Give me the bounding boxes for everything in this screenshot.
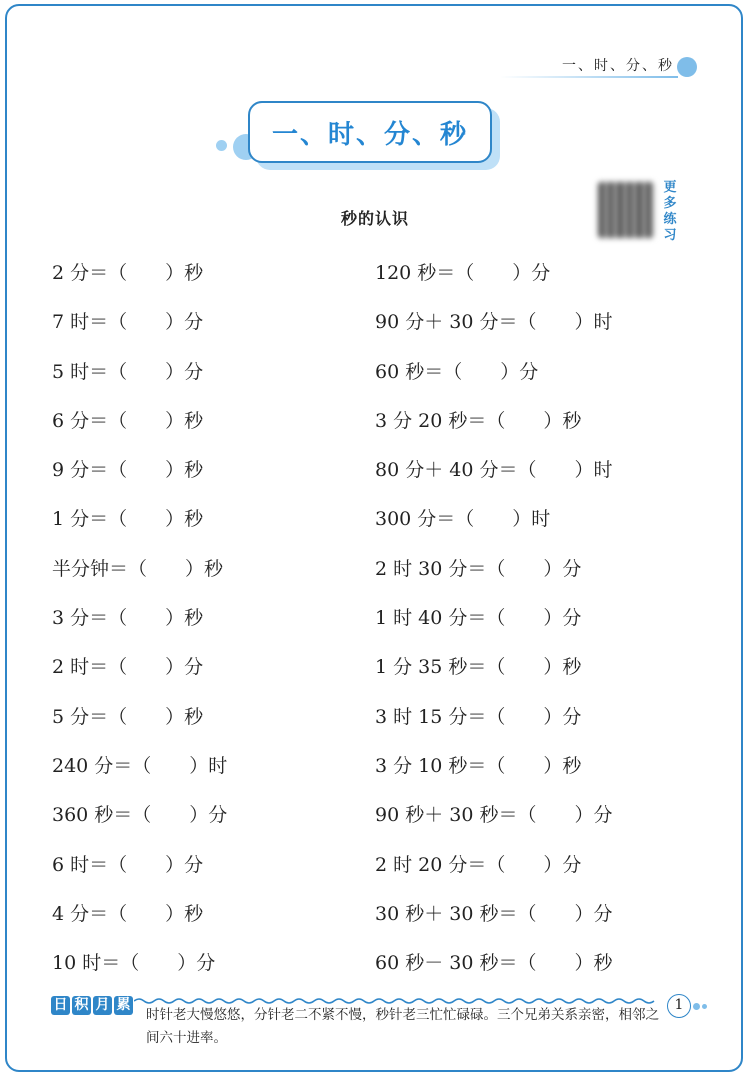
exercise-left: 4 分＝（ ）秒	[52, 902, 204, 925]
exercise-left: 240 分＝（ ）时	[52, 754, 228, 777]
section-subtitle: 秒的认识	[340, 209, 409, 228]
header-dot-icon	[677, 57, 697, 77]
exercise-row	[0, 552, 750, 601]
exercise-row	[0, 502, 750, 551]
exercise-right: 300 分＝（ ）时	[375, 508, 551, 531]
exercise-row	[0, 798, 750, 847]
exercise-left: 2 分＝（ ）秒	[52, 262, 204, 284]
exercise-row	[0, 404, 750, 453]
exercise-row	[0, 256, 750, 305]
exercise-left: 9 分＝（ ）秒	[52, 459, 204, 482]
header-rule	[500, 76, 678, 78]
exercise-row	[0, 848, 750, 897]
exercise-right: 3 分 10 秒＝（ ）秒	[375, 754, 582, 777]
footer-badge-char: 月	[93, 996, 112, 1015]
exercise-row	[0, 305, 750, 354]
exercise-row	[0, 749, 750, 798]
exercise-row	[0, 650, 750, 699]
exercise-list	[0, 256, 750, 995]
exercise-right: 60 秒＝（ ）分	[375, 360, 539, 383]
exercise-row	[0, 355, 750, 404]
exercise-right: 30 秒＋ 30 秒＝（ ）分	[375, 902, 613, 925]
page-number: 1	[667, 994, 691, 1018]
footer-badge-char: 累	[114, 996, 133, 1015]
exercise-left: 2 时＝（ ）分	[52, 656, 204, 679]
exercise-left: 半分钟＝（ ）秒	[52, 557, 224, 580]
exercise-left: 5 时＝（ ）分	[52, 360, 204, 383]
exercise-row	[0, 700, 750, 749]
exercise-right: 90 秒＋ 30 秒＝（ ）分	[375, 804, 613, 827]
exercise-right: 3 时 15 分＝（ ）分	[375, 705, 582, 728]
exercise-left: 6 时＝（ ）分	[52, 853, 204, 876]
qr-label: 更多练习	[663, 180, 677, 243]
exercise-right: 2 时 30 分＝（ ）分	[375, 557, 582, 580]
qr-code-icon[interactable]	[598, 182, 654, 238]
exercise-row	[0, 946, 750, 995]
footer-rhyme-text: 时针老大慢悠悠，分针老二不紧不慢，秒针老三忙忙碌碌。三个兄弟关系亲密，相邻之间六十进率。	[146, 1007, 659, 1046]
footer-badge-char: 积	[72, 996, 91, 1015]
footer-badge-char: 日	[51, 996, 70, 1015]
exercise-left: 1 分＝（ ）秒	[52, 508, 204, 531]
exercise-row	[0, 453, 750, 502]
exercise-right: 1 时 40 分＝（ ）分	[375, 607, 582, 630]
exercise-right: 3 分 20 秒＝（ ）秒	[375, 409, 582, 432]
title-dot-small-icon	[216, 140, 227, 151]
exercise-left: 5 分＝（ ）秒	[52, 705, 204, 728]
title-box	[248, 101, 492, 163]
footer-badge	[51, 996, 133, 1016]
page-number-dot-icon	[693, 1003, 700, 1010]
exercise-right: 2 时 20 分＝（ ）分	[375, 853, 582, 876]
exercise-right: 90 分＋ 30 分＝（ ）时	[375, 311, 613, 334]
exercise-row	[0, 601, 750, 650]
page-title: 一、时、分、秒	[271, 119, 468, 150]
page-number-dot-icon	[702, 1004, 707, 1009]
exercise-right: 80 分＋ 40 分＝（ ）时	[375, 459, 613, 482]
exercise-left: 360 秒＝（ ）分	[52, 804, 228, 827]
exercise-row	[0, 897, 750, 946]
header-section-label: 一、时、分、秒	[562, 58, 674, 74]
exercise-right: 120 秒＝（ ）分	[375, 262, 551, 284]
exercise-right: 60 秒－ 30 秒＝（ ）秒	[375, 952, 613, 975]
exercise-left: 10 时＝（ ）分	[52, 952, 216, 975]
exercise-left: 6 分＝（ ）秒	[52, 409, 204, 432]
exercise-right: 1 分 35 秒＝（ ）秒	[375, 656, 582, 679]
exercise-left: 3 分＝（ ）秒	[52, 607, 204, 630]
exercise-left: 7 时＝（ ）分	[52, 311, 204, 334]
